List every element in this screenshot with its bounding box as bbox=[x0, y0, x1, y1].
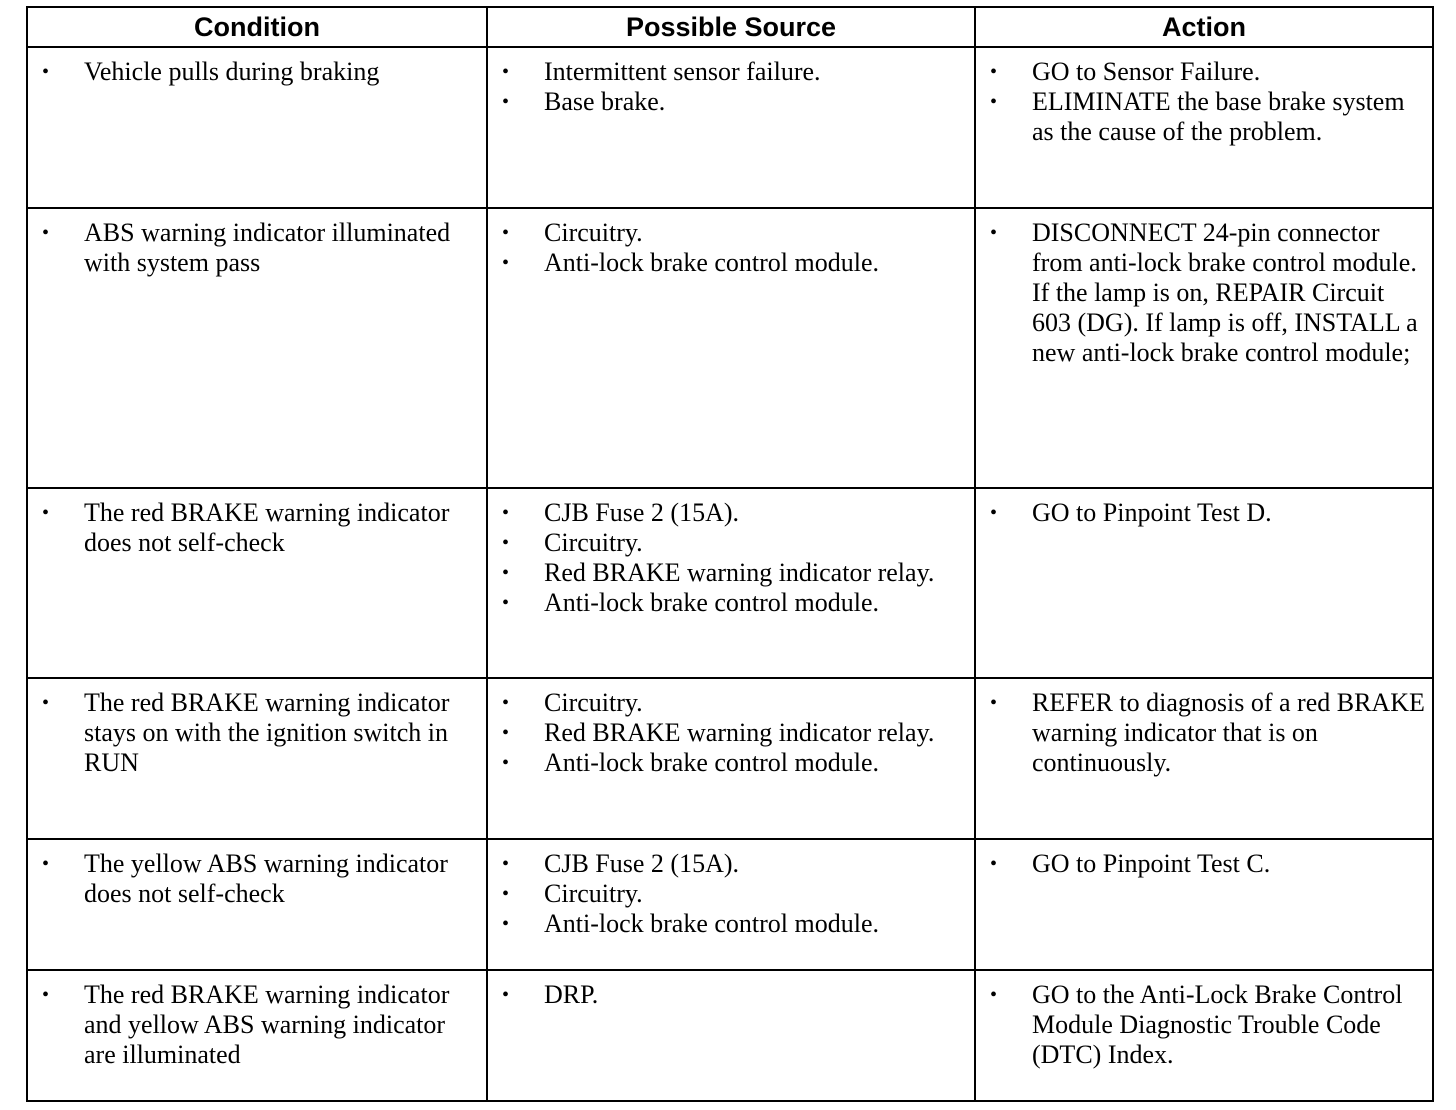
table-row bbox=[27, 678, 1433, 839]
source-cell bbox=[487, 678, 975, 839]
condition-cell bbox=[27, 208, 487, 488]
condition-cell bbox=[27, 678, 487, 839]
source-item: • Circuitry. bbox=[502, 528, 643, 557]
action-cell bbox=[975, 839, 1433, 970]
condition-item: • The red BRAKE warning indicator stays on with the ignition switch in RUN bbox=[42, 688, 450, 777]
bullet-icon: • bbox=[502, 984, 510, 1006]
bullet-icon: • bbox=[502, 562, 510, 584]
condition-cell bbox=[27, 488, 487, 678]
bullet-icon: • bbox=[502, 61, 510, 83]
condition-item: • ABS warning indicator illuminated with system pass bbox=[42, 218, 451, 277]
bullet-icon: • bbox=[502, 222, 510, 244]
action-item: • REFER to diagnosis of a red BRAKE warning indicator that is on continuously. bbox=[990, 688, 1425, 777]
bullet-icon: • bbox=[502, 722, 510, 744]
bullet-icon: • bbox=[990, 502, 998, 524]
header-possible-source: Possible Source bbox=[487, 7, 975, 47]
bullet-icon: • bbox=[990, 692, 998, 714]
source-cell bbox=[487, 47, 975, 208]
source-item: • DRP. bbox=[502, 980, 599, 1009]
bullet-icon: • bbox=[990, 91, 998, 113]
bullet-icon: • bbox=[990, 853, 998, 875]
action-cell bbox=[975, 47, 1433, 208]
source-item: • Base brake. bbox=[502, 87, 666, 116]
bullet-icon: • bbox=[502, 883, 510, 905]
bullet-icon: • bbox=[42, 853, 50, 875]
bullet-icon: • bbox=[42, 692, 50, 714]
source-item: • CJB Fuse 2 (15A). bbox=[502, 498, 740, 527]
action-item: • GO to Sensor Failure. bbox=[990, 57, 1261, 86]
source-item: • Anti-lock brake control module. bbox=[502, 248, 880, 277]
bullet-icon: • bbox=[502, 913, 510, 935]
source-cell bbox=[487, 839, 975, 970]
bullet-icon: • bbox=[990, 984, 998, 1006]
source-item: • Intermittent sensor failure. bbox=[502, 57, 821, 86]
action-item: • ELIMINATE the base brake system as the cause of the problem. bbox=[990, 87, 1405, 146]
condition-cell bbox=[27, 970, 487, 1101]
bullet-icon: • bbox=[42, 502, 50, 524]
table-row bbox=[27, 839, 1433, 970]
action-cell bbox=[975, 970, 1433, 1101]
table-row bbox=[27, 208, 1433, 488]
source-item: • Red BRAKE warning indicator relay. bbox=[502, 718, 935, 747]
condition-item: • Vehicle pulls during braking bbox=[42, 57, 380, 86]
source-item: • Anti-lock brake control module. bbox=[502, 909, 880, 938]
table-row bbox=[27, 970, 1433, 1101]
bullet-icon: • bbox=[502, 502, 510, 524]
condition-cell bbox=[27, 47, 487, 208]
bullet-icon: • bbox=[502, 853, 510, 875]
action-item: • GO to the Anti-Lock Brake Control Module Diagnostic Trouble Code (DTC) Index. bbox=[990, 980, 1403, 1069]
bullet-icon: • bbox=[990, 222, 998, 244]
source-item: • Red BRAKE warning indicator relay. bbox=[502, 558, 935, 587]
condition-item: • The red BRAKE warning indicator and yellow ABS warning indicator are illuminated bbox=[42, 980, 450, 1069]
action-cell bbox=[975, 488, 1433, 678]
action-item: • GO to Pinpoint Test C. bbox=[990, 849, 1271, 878]
source-cell bbox=[487, 208, 975, 488]
action-cell bbox=[975, 208, 1433, 488]
source-item: • Circuitry. bbox=[502, 218, 643, 247]
source-item: • Anti-lock brake control module. bbox=[502, 748, 880, 777]
table-row bbox=[27, 488, 1433, 678]
header-action: Action bbox=[975, 7, 1433, 47]
bullet-icon: • bbox=[502, 752, 510, 774]
source-item: • Circuitry. bbox=[502, 688, 643, 717]
source-item: • CJB Fuse 2 (15A). bbox=[502, 849, 740, 878]
source-cell bbox=[487, 488, 975, 678]
bullet-icon: • bbox=[42, 984, 50, 1006]
source-item: • Circuitry. bbox=[502, 879, 643, 908]
action-cell bbox=[975, 678, 1433, 839]
header-row bbox=[27, 7, 1433, 47]
bullet-icon: • bbox=[502, 91, 510, 113]
source-item: • Anti-lock brake control module. bbox=[502, 588, 880, 617]
bullet-icon: • bbox=[502, 692, 510, 714]
source-cell bbox=[487, 970, 975, 1101]
diagnosis-table bbox=[26, 6, 1434, 1102]
bullet-icon: • bbox=[42, 61, 50, 83]
action-item: • DISCONNECT 24-pin connector from anti-lock brake control module. If the lamp is on, REPAIR Circuit 603 (DG). If lamp is off, INSTALL a new anti-lock brake control module; bbox=[990, 218, 1418, 367]
header-condition: Condition bbox=[27, 7, 487, 47]
bullet-icon: • bbox=[990, 61, 998, 83]
bullet-icon: • bbox=[502, 592, 510, 614]
bullet-icon: • bbox=[502, 252, 510, 274]
condition-item: • The red BRAKE warning indicator does not self-check bbox=[42, 498, 450, 557]
condition-item: • The yellow ABS warning indicator does not self-check bbox=[42, 849, 448, 908]
condition-cell bbox=[27, 839, 487, 970]
action-item: • GO to Pinpoint Test D. bbox=[990, 498, 1272, 527]
bullet-icon: • bbox=[502, 532, 510, 554]
bullet-icon: • bbox=[42, 222, 50, 244]
table-row bbox=[27, 47, 1433, 208]
